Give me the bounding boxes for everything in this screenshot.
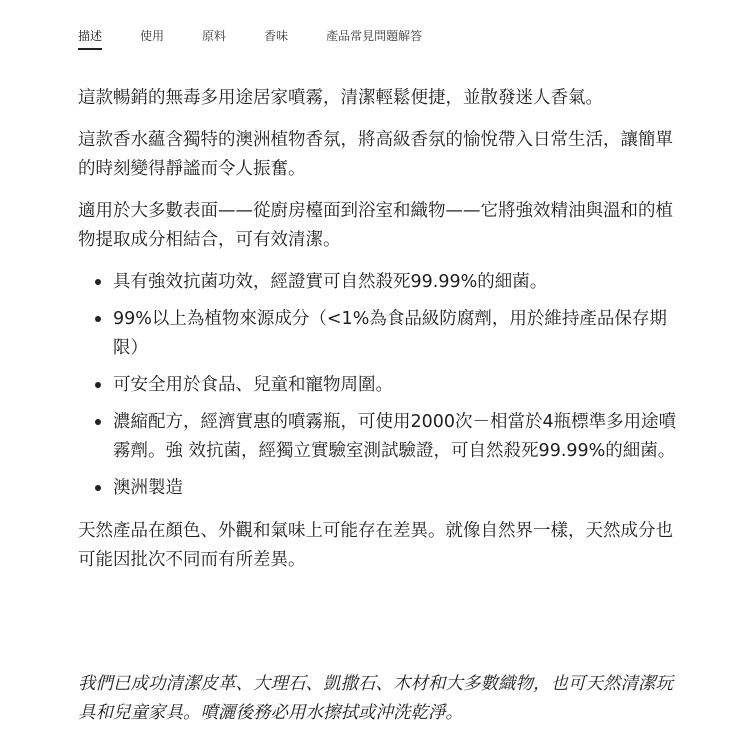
fragrance-paragraph: 這款香水蘊含獨特的澳洲植物香氛，將高級香氛的愉悅帶入日常生活，讓簡單的時刻變得靜謐而令人振奮。 [78,130,673,179]
list-item [78,408,690,466]
tab-scent[interactable]: 香味 [264,29,289,43]
tab-faq[interactable]: 產品常見問題解答 [326,29,423,43]
list-item-text: 澳洲製造 [113,478,183,498]
tab-usage[interactable]: 使用 [140,29,165,43]
description-panel [78,84,690,588]
product-tabs [78,27,460,49]
bullet-icon [95,419,101,425]
feature-list [78,268,690,503]
surfaces-paragraph: 適用於大多數表面——從廚房檯面到浴室和織物——它將強效精油與溫和的植物提取成分相結合，可有效清潔。 [78,201,673,250]
list-item-text: 99%以上為植物來源成分（<1%為食品級防腐劑，用於維持產品保存期限） [113,309,667,358]
list-item [78,268,690,297]
list-item-text: 可安全用於食品、兒童和寵物周圍。 [113,375,393,395]
list-item-text: 具有強效抗菌功效，經證實可自然殺死99.99%的細菌。 [113,272,548,292]
bullet-icon [95,485,101,491]
bullet-icon [95,316,101,322]
list-item [78,371,690,400]
list-item-text: 濃縮配方，經濟實惠的噴霧瓶，可使用2000次－相當於4瓶標準多用途噴霧劑。強 效抗菌，經獨立實驗室測試驗證，可自然殺死99.99%的細菌。 [113,412,677,461]
cleaning-note: 我們已成功清潔皮革、大理石、凱撒石、木材和大多數織物，也可天然清潔玩具和兒童家具。噴灑後務必用水擦拭或沖洗乾淨。 [78,674,673,723]
list-item [78,474,690,503]
tab-ingredients[interactable]: 原料 [202,29,227,43]
tab-description[interactable]: 描述 [78,27,102,50]
list-item [78,305,690,363]
bullet-icon [95,382,101,388]
variation-paragraph: 天然產品在顏色、外觀和氣味上可能存在差異。就像自然界一樣，天然成分也可能因批次不同而有所差異。 [78,521,673,570]
bullet-icon [95,279,101,285]
intro-paragraph: 這款暢銷的無毒多用途居家噴霧，清潔輕鬆便捷，並散發迷人香氣。 [78,88,603,108]
